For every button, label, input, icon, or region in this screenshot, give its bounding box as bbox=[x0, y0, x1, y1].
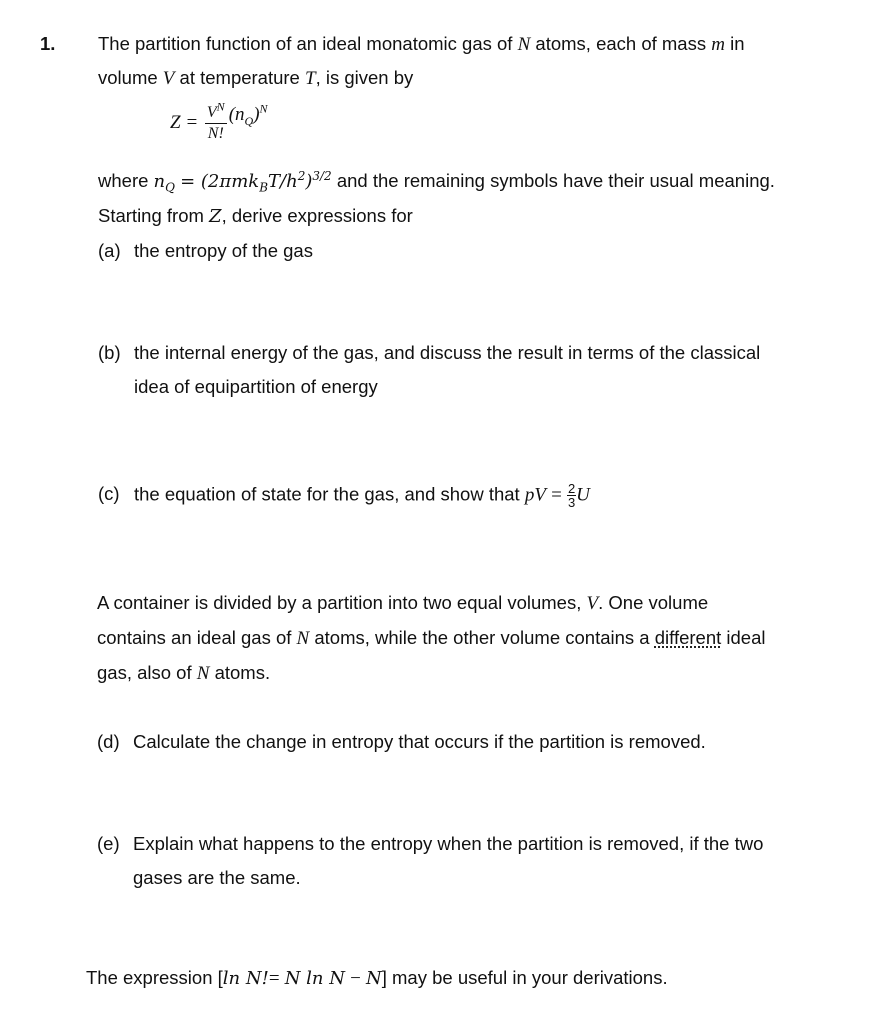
partition-function-formula bbox=[170, 99, 268, 144]
intro-text: atoms, each of mass bbox=[535, 33, 707, 54]
var-m: m bbox=[711, 34, 725, 55]
footer-hint: The expression [ln N!= N ln N − N] may be useful in your derivations. bbox=[86, 967, 668, 989]
two-thirds-fraction: $\frac{2}{3}$ bbox=[567, 481, 576, 510]
intro-text: , is given by bbox=[315, 67, 414, 88]
question-number: 1. bbox=[40, 33, 56, 54]
formula-tail: (n bbox=[228, 103, 245, 125]
formula-numerator-exponent: N bbox=[216, 99, 225, 114]
equals-sign: = bbox=[551, 484, 562, 506]
formula-fraction bbox=[205, 99, 227, 144]
part-c bbox=[98, 482, 590, 509]
formula-tail-exp: N bbox=[259, 101, 268, 116]
var-N: N bbox=[517, 34, 531, 55]
ln-factorial: ln N! bbox=[222, 968, 269, 989]
stirling-term: N ln N bbox=[284, 968, 345, 989]
formula-tail-sub: Q bbox=[244, 113, 254, 128]
var-N: N bbox=[296, 628, 310, 649]
part-b-label: (b) bbox=[98, 342, 121, 363]
part-e-text-line1: Explain what happens to the entropy when the partition is removed, if the two bbox=[133, 833, 764, 854]
part-a bbox=[98, 240, 313, 262]
var-U: U bbox=[576, 484, 590, 506]
part-e-label: (e) bbox=[97, 833, 120, 854]
var-V: V bbox=[586, 593, 599, 614]
part-b bbox=[98, 342, 760, 364]
container-line-2: contains an ideal gas of N atoms, while the other volume contains a different ideal bbox=[97, 627, 766, 649]
part-b-text-line1: the internal energy of the gas, and discuss the result in terms of the classical bbox=[134, 342, 761, 363]
intro-line-2 bbox=[98, 67, 413, 90]
var-Z: Z bbox=[209, 206, 222, 227]
intro-line-1 bbox=[98, 33, 745, 56]
part-b-line2 bbox=[134, 376, 378, 398]
pv-symbol: pV bbox=[524, 484, 546, 506]
starting-line: Starting from Z, derive expressions for bbox=[98, 205, 413, 227]
part-a-label: (a) bbox=[98, 240, 121, 261]
intro-text: volume bbox=[98, 67, 158, 88]
var-N: N bbox=[196, 663, 210, 684]
different-emphasis: different bbox=[654, 627, 722, 648]
intro-text: at temperature bbox=[179, 67, 300, 88]
nq-definition: = $(2\pi mk_BT/h^2)^{3/2}$ bbox=[180, 169, 332, 195]
where-text: and the remaining symbols have their usual meaning. bbox=[336, 170, 775, 191]
part-b-text-line2: idea of equipartition of energy bbox=[134, 376, 378, 397]
where-text: where bbox=[98, 170, 149, 191]
part-e bbox=[97, 833, 763, 855]
intro-text: in bbox=[730, 33, 745, 54]
part-c-label: (c) bbox=[98, 483, 120, 505]
container-line-3: gas, also of N atoms. bbox=[97, 662, 271, 684]
formula-lhs: Z = bbox=[170, 111, 199, 133]
formula-denominator: N! bbox=[207, 125, 224, 142]
intro-text: The partition function of an ideal monatomic gas of bbox=[98, 33, 513, 54]
where-line bbox=[98, 170, 775, 193]
container-line-1: A container is divided by a partition into two equal volumes, V. One volume bbox=[97, 592, 709, 614]
var-T: T bbox=[305, 68, 316, 89]
var-N: N bbox=[365, 968, 382, 989]
part-d bbox=[97, 731, 706, 753]
part-d-text: Calculate the change in entropy that occurs if the partition is removed. bbox=[133, 731, 706, 752]
var-V: V bbox=[162, 68, 175, 89]
part-a-text: the entropy of the gas bbox=[134, 240, 313, 261]
formula-numerator: V bbox=[206, 104, 217, 121]
part-e-line2 bbox=[133, 867, 301, 889]
part-d-label: (d) bbox=[97, 731, 120, 752]
nq-symbol: $n_Q$ bbox=[153, 171, 175, 195]
part-e-text-line2: gases are the same. bbox=[133, 867, 301, 888]
part-c-text: the equation of state for the gas, and show that bbox=[134, 483, 520, 505]
formula-tail-close: ) bbox=[253, 103, 260, 125]
